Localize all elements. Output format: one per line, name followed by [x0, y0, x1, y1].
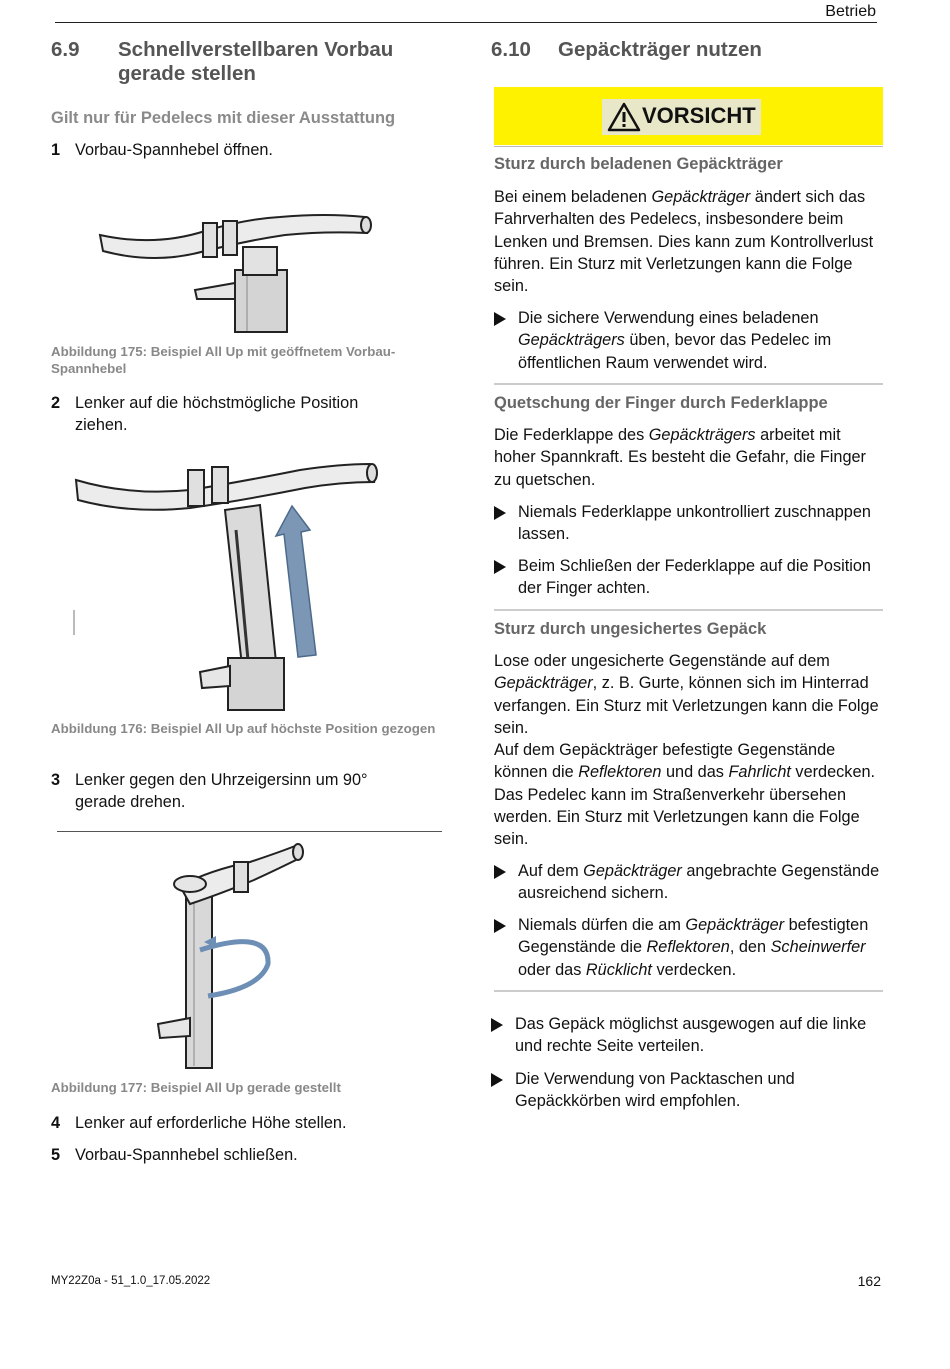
- step-text: Vorbau-Spannhebel öffnen.: [75, 141, 273, 159]
- hazard-title: Quetschung der Finger durch Federklappe: [494, 394, 828, 412]
- bullet-text: Niemals dürfen die am Gepäckträger befestigten Gegenstände die Reflektoren, den Scheinwerfer oder das Rücklicht verdecken.: [518, 916, 869, 979]
- bullet-triangle-icon: [491, 1018, 503, 1032]
- warning-label: VORSICHT: [642, 103, 756, 128]
- section-title: Gepäckträger nutzen: [558, 38, 762, 61]
- bullet-triangle-icon: [494, 865, 506, 879]
- step-text: Lenker gegen den Uhrzeigersinn um 90° gerade drehen.: [75, 771, 368, 812]
- hazard-bullet: [494, 501, 884, 546]
- hazard-bullet: [494, 914, 886, 981]
- hazard-bullet: [494, 555, 884, 600]
- step-text: Vorbau-Spannhebel schließen.: [75, 1146, 298, 1164]
- figure-175-caption: Abbildung 175: Beispiel All Up mit geöffnetem Vorbau-Spannhebel: [51, 344, 396, 376]
- instruction-bullet: [491, 1013, 881, 1058]
- hazard-title: Sturz durch ungesichertes Gepäck: [494, 620, 767, 638]
- divider: [494, 383, 883, 385]
- bullet-text: Die Verwendung von Packtaschen und Gepäckkörben wird empfohlen.: [515, 1070, 795, 1111]
- bullet-triangle-icon: [494, 506, 506, 520]
- figure-177-handlebar-straight-image: [150, 840, 310, 1072]
- step-3: [51, 769, 411, 814]
- divider: [494, 990, 883, 992]
- bullet-text: Niemals Federklappe unkontrolliert zuschnappen lassen.: [518, 503, 871, 544]
- bullet-text: Die sichere Verwendung eines beladenen Gepäckträgers üben, bevor das Pedelec im öffentlichen Raum verwendet wird.: [518, 309, 832, 372]
- section-title-line2: gerade stellen: [118, 62, 256, 85]
- applies-to-note: Gilt nur für Pedelecs mit dieser Ausstattung: [51, 109, 396, 127]
- hazard-description: Bei einem beladenen Gepäckträger ändert sich das Fahrverhalten des Pedelecs, insbesondere beim Lenken und Bremsen. Dies kann zum Kontrollverlust führen. Ein Sturz mit Verletzungen kann die Folge sein.: [494, 188, 874, 296]
- bullet-triangle-icon: [494, 560, 506, 574]
- header-rule: [55, 22, 877, 23]
- section-title-line1: Schnellverstellbaren Vorbau: [118, 38, 394, 61]
- hazard-title: Sturz durch beladenen Gepäckträger: [494, 155, 783, 173]
- bullet-text: Das Gepäck möglichst ausgewogen auf die linke und rechte Seite verteilen.: [515, 1015, 867, 1056]
- hazard-bullet: [494, 307, 884, 374]
- figure-177-caption: Abbildung 177: Beispiel All Up gerade gestellt: [51, 1080, 341, 1095]
- step-number: 5: [51, 1146, 61, 1164]
- bullet-triangle-icon: [491, 1073, 503, 1087]
- section-heading-6-10: [491, 38, 881, 62]
- bullet-triangle-icon: [494, 312, 506, 326]
- section-number: 6.10: [491, 38, 531, 61]
- hazard-description: Die Federklappe des Gepäckträgers arbeitet mit hoher Spannkraft. Es besteht die Gefahr, die Finger zu quetschen.: [494, 426, 866, 489]
- step-number: 4: [51, 1114, 61, 1132]
- hazard-description: Lose oder ungesicherte Gegenstände auf dem Gepäckträger, z. B. Gurte, können sich im Hinterrad verfangen. Ein Sturz mit Verletzungen kann die Folge sein. Auf dem Gepäckträger befestigte Gegenstände können die Reflektoren und das Fahrlicht verdecken. Das Pedelec kann im Straßenverkehr übersehen werden. Ein Sturz mit Verletzungen kann die Folge sein.: [494, 652, 879, 849]
- bullet-text: Auf dem Gepäckträger angebrachte Gegenstände ausreichend sichern.: [518, 862, 880, 903]
- step-5: [51, 1144, 441, 1166]
- step-4: [51, 1112, 441, 1134]
- step-number: 1: [51, 141, 61, 159]
- step-2: [51, 392, 391, 437]
- step-number: 3: [51, 771, 61, 789]
- bullet-text: Beim Schließen der Federklappe auf die Position der Finger achten.: [518, 557, 871, 598]
- divider: [494, 609, 883, 611]
- warning-triangle-icon: [607, 102, 641, 132]
- section-heading-6-9: [51, 38, 451, 86]
- divider: [57, 831, 442, 832]
- step-1: [51, 139, 441, 161]
- running-header: Betrieb: [825, 3, 876, 20]
- section-number: 6.9: [51, 38, 80, 61]
- hazard-bullet: [494, 860, 884, 905]
- figure-175-handlebar-image: [95, 195, 375, 335]
- figure-176-handlebar-raised-image: [70, 450, 390, 712]
- step-number: 2: [51, 394, 61, 412]
- step-text: Lenker auf erforderliche Höhe stellen.: [75, 1114, 347, 1132]
- step-text: Lenker auf die höchstmögliche Position ziehen.: [75, 394, 359, 435]
- page-number: 162: [857, 1273, 881, 1289]
- figure-176-caption: Abbildung 176: Beispiel All Up auf höchste Position gezogen: [51, 721, 436, 736]
- document-id: MY22Z0a - 51_1.0_17.05.2022: [51, 1275, 211, 1287]
- bullet-triangle-icon: [494, 919, 506, 933]
- divider: [494, 146, 883, 147]
- instruction-bullet: [491, 1068, 881, 1113]
